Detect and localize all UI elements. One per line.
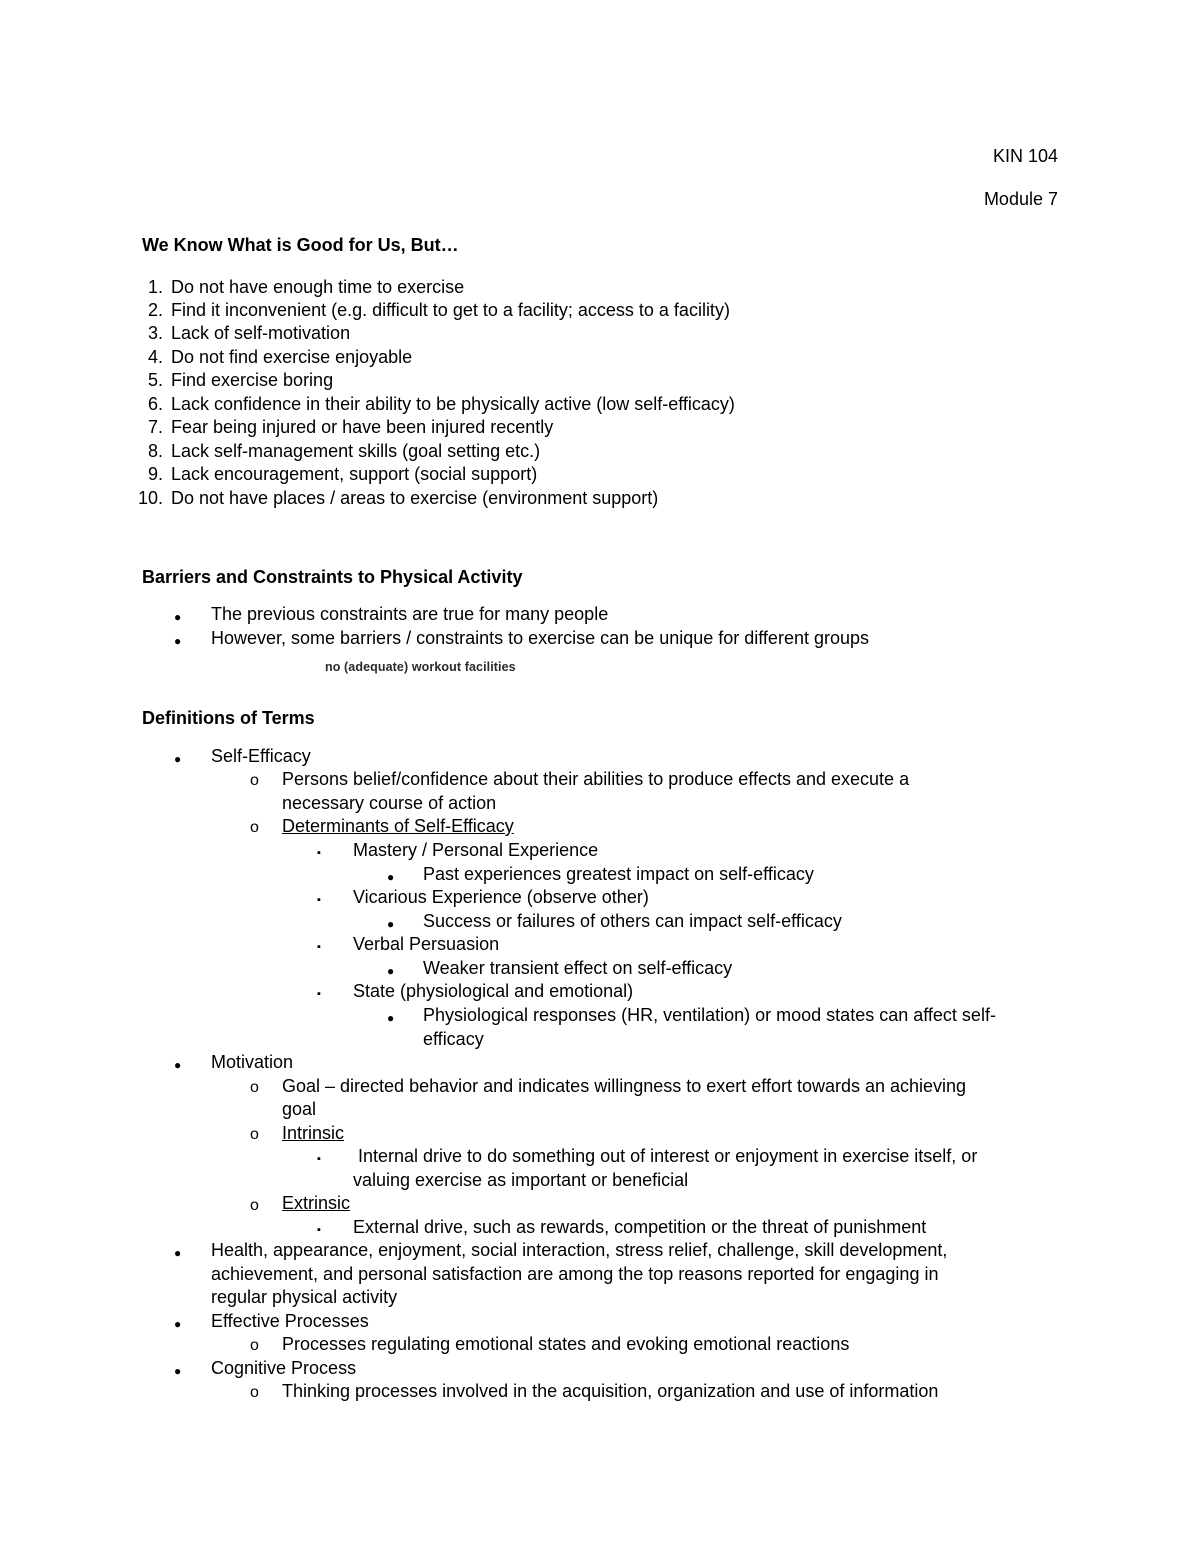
bullet-icon: ● xyxy=(174,610,182,624)
determinants-heading: Determinants of Self-Efficacy xyxy=(282,816,514,836)
effective-processes-definition: Processes regulating emotional states and evoking emotional reactions xyxy=(282,1334,850,1354)
extrinsic-detail: External drive, such as rewards, competition or the threat of punishment xyxy=(353,1217,927,1237)
bullet-icon: ● xyxy=(174,1364,182,1378)
circle-bullet-icon: o xyxy=(250,1337,259,1354)
term-effective-processes: Effective Processes xyxy=(211,1311,369,1331)
course-code: KIN 104 xyxy=(992,146,1058,166)
section-title-definitions: Definitions of Terms xyxy=(142,708,315,728)
square-bullet-icon: ▪ xyxy=(317,847,321,859)
self-efficacy-definition-cont: necessary course of action xyxy=(282,793,497,813)
reasons-text-cont: regular physical activity xyxy=(211,1287,398,1307)
square-bullet-icon: ▪ xyxy=(317,941,321,953)
square-bullet-icon: ▪ xyxy=(317,1224,321,1236)
square-bullet-icon: ▪ xyxy=(317,988,321,1000)
determinant-vicarious: Vicarious Experience (observe other) xyxy=(353,887,649,907)
term-motivation: Motivation xyxy=(211,1052,294,1072)
square-bullet-icon: ▪ xyxy=(317,1153,321,1165)
determinant-verbal: Verbal Persuasion xyxy=(353,934,500,954)
intrinsic-heading: Intrinsic xyxy=(282,1123,345,1143)
bullet-item: However, some barriers / constraints to exercise can be unique for different groups xyxy=(211,628,870,648)
circle-bullet-icon: o xyxy=(250,772,259,789)
bullet-icon: ● xyxy=(387,917,395,931)
motivation-definition-cont: goal xyxy=(282,1099,317,1119)
cognitive-process-definition: Thinking processes involved in the acquisition, organization and use of information xyxy=(282,1381,939,1401)
section-title-barriers-constraints: Barriers and Constraints to Physical Activity xyxy=(142,567,523,587)
bullet-icon: ● xyxy=(387,964,395,978)
determinant-detail: Success or failures of others can impact self-efficacy xyxy=(423,911,842,931)
determinant-detail: Past experiences greatest impact on self-efficacy xyxy=(423,864,814,884)
circle-bullet-icon: o xyxy=(250,1384,259,1401)
circle-bullet-icon: o xyxy=(250,819,259,836)
square-bullet-icon: ▪ xyxy=(317,894,321,906)
circle-bullet-icon: o xyxy=(250,1197,259,1214)
bullet-item: The previous constraints are true for many people xyxy=(211,604,609,624)
bullet-icon: ● xyxy=(174,634,182,648)
intrinsic-detail: Internal drive to do something out of interest or enjoyment in exercise itself, or xyxy=(353,1146,978,1166)
determinant-state: State (physiological and emotional) xyxy=(353,981,634,1001)
bullet-icon: ● xyxy=(387,1011,395,1025)
extrinsic-heading: Extrinsic xyxy=(282,1193,351,1213)
motivation-definition: Goal – directed behavior and indicates willingness to exert effort towards an achieving xyxy=(282,1076,967,1096)
circle-bullet-icon: o xyxy=(250,1079,259,1096)
handwritten-annotation: no (adequate) workout facilities xyxy=(325,660,516,674)
bullet-icon: ● xyxy=(174,1246,182,1260)
bullet-icon: ● xyxy=(174,1058,182,1072)
reasons-text: Health, appearance, enjoyment, social interaction, stress relief, challenge, skill development, xyxy=(211,1240,948,1260)
term-cognitive-process: Cognitive Process xyxy=(211,1358,357,1378)
module-label: Module 7 xyxy=(983,189,1058,209)
self-efficacy-definition: Persons belief/confidence about their abilities to produce effects and execute a xyxy=(282,769,910,789)
reasons-text-cont: achievement, and personal satisfaction are among the top reasons reported for engaging in xyxy=(211,1264,939,1284)
term-self-efficacy: Self-Efficacy xyxy=(211,746,311,766)
intrinsic-detail-cont: valuing exercise as important or beneficial xyxy=(353,1170,689,1190)
circle-bullet-icon: o xyxy=(250,1126,259,1143)
determinant-detail: Physiological responses (HR, ventilation) or mood states can affect self- xyxy=(423,1005,996,1025)
section-title-barriers-list: We Know What is Good for Us, But… xyxy=(142,235,459,255)
determinant-detail: Weaker transient effect on self-efficacy xyxy=(423,958,733,978)
determinant-detail-cont: efficacy xyxy=(423,1029,484,1049)
bullet-icon: ● xyxy=(174,752,182,766)
bullet-icon: ● xyxy=(387,870,395,884)
bullet-icon: ● xyxy=(174,1317,182,1331)
determinant-mastery: Mastery / Personal Experience xyxy=(353,840,599,860)
